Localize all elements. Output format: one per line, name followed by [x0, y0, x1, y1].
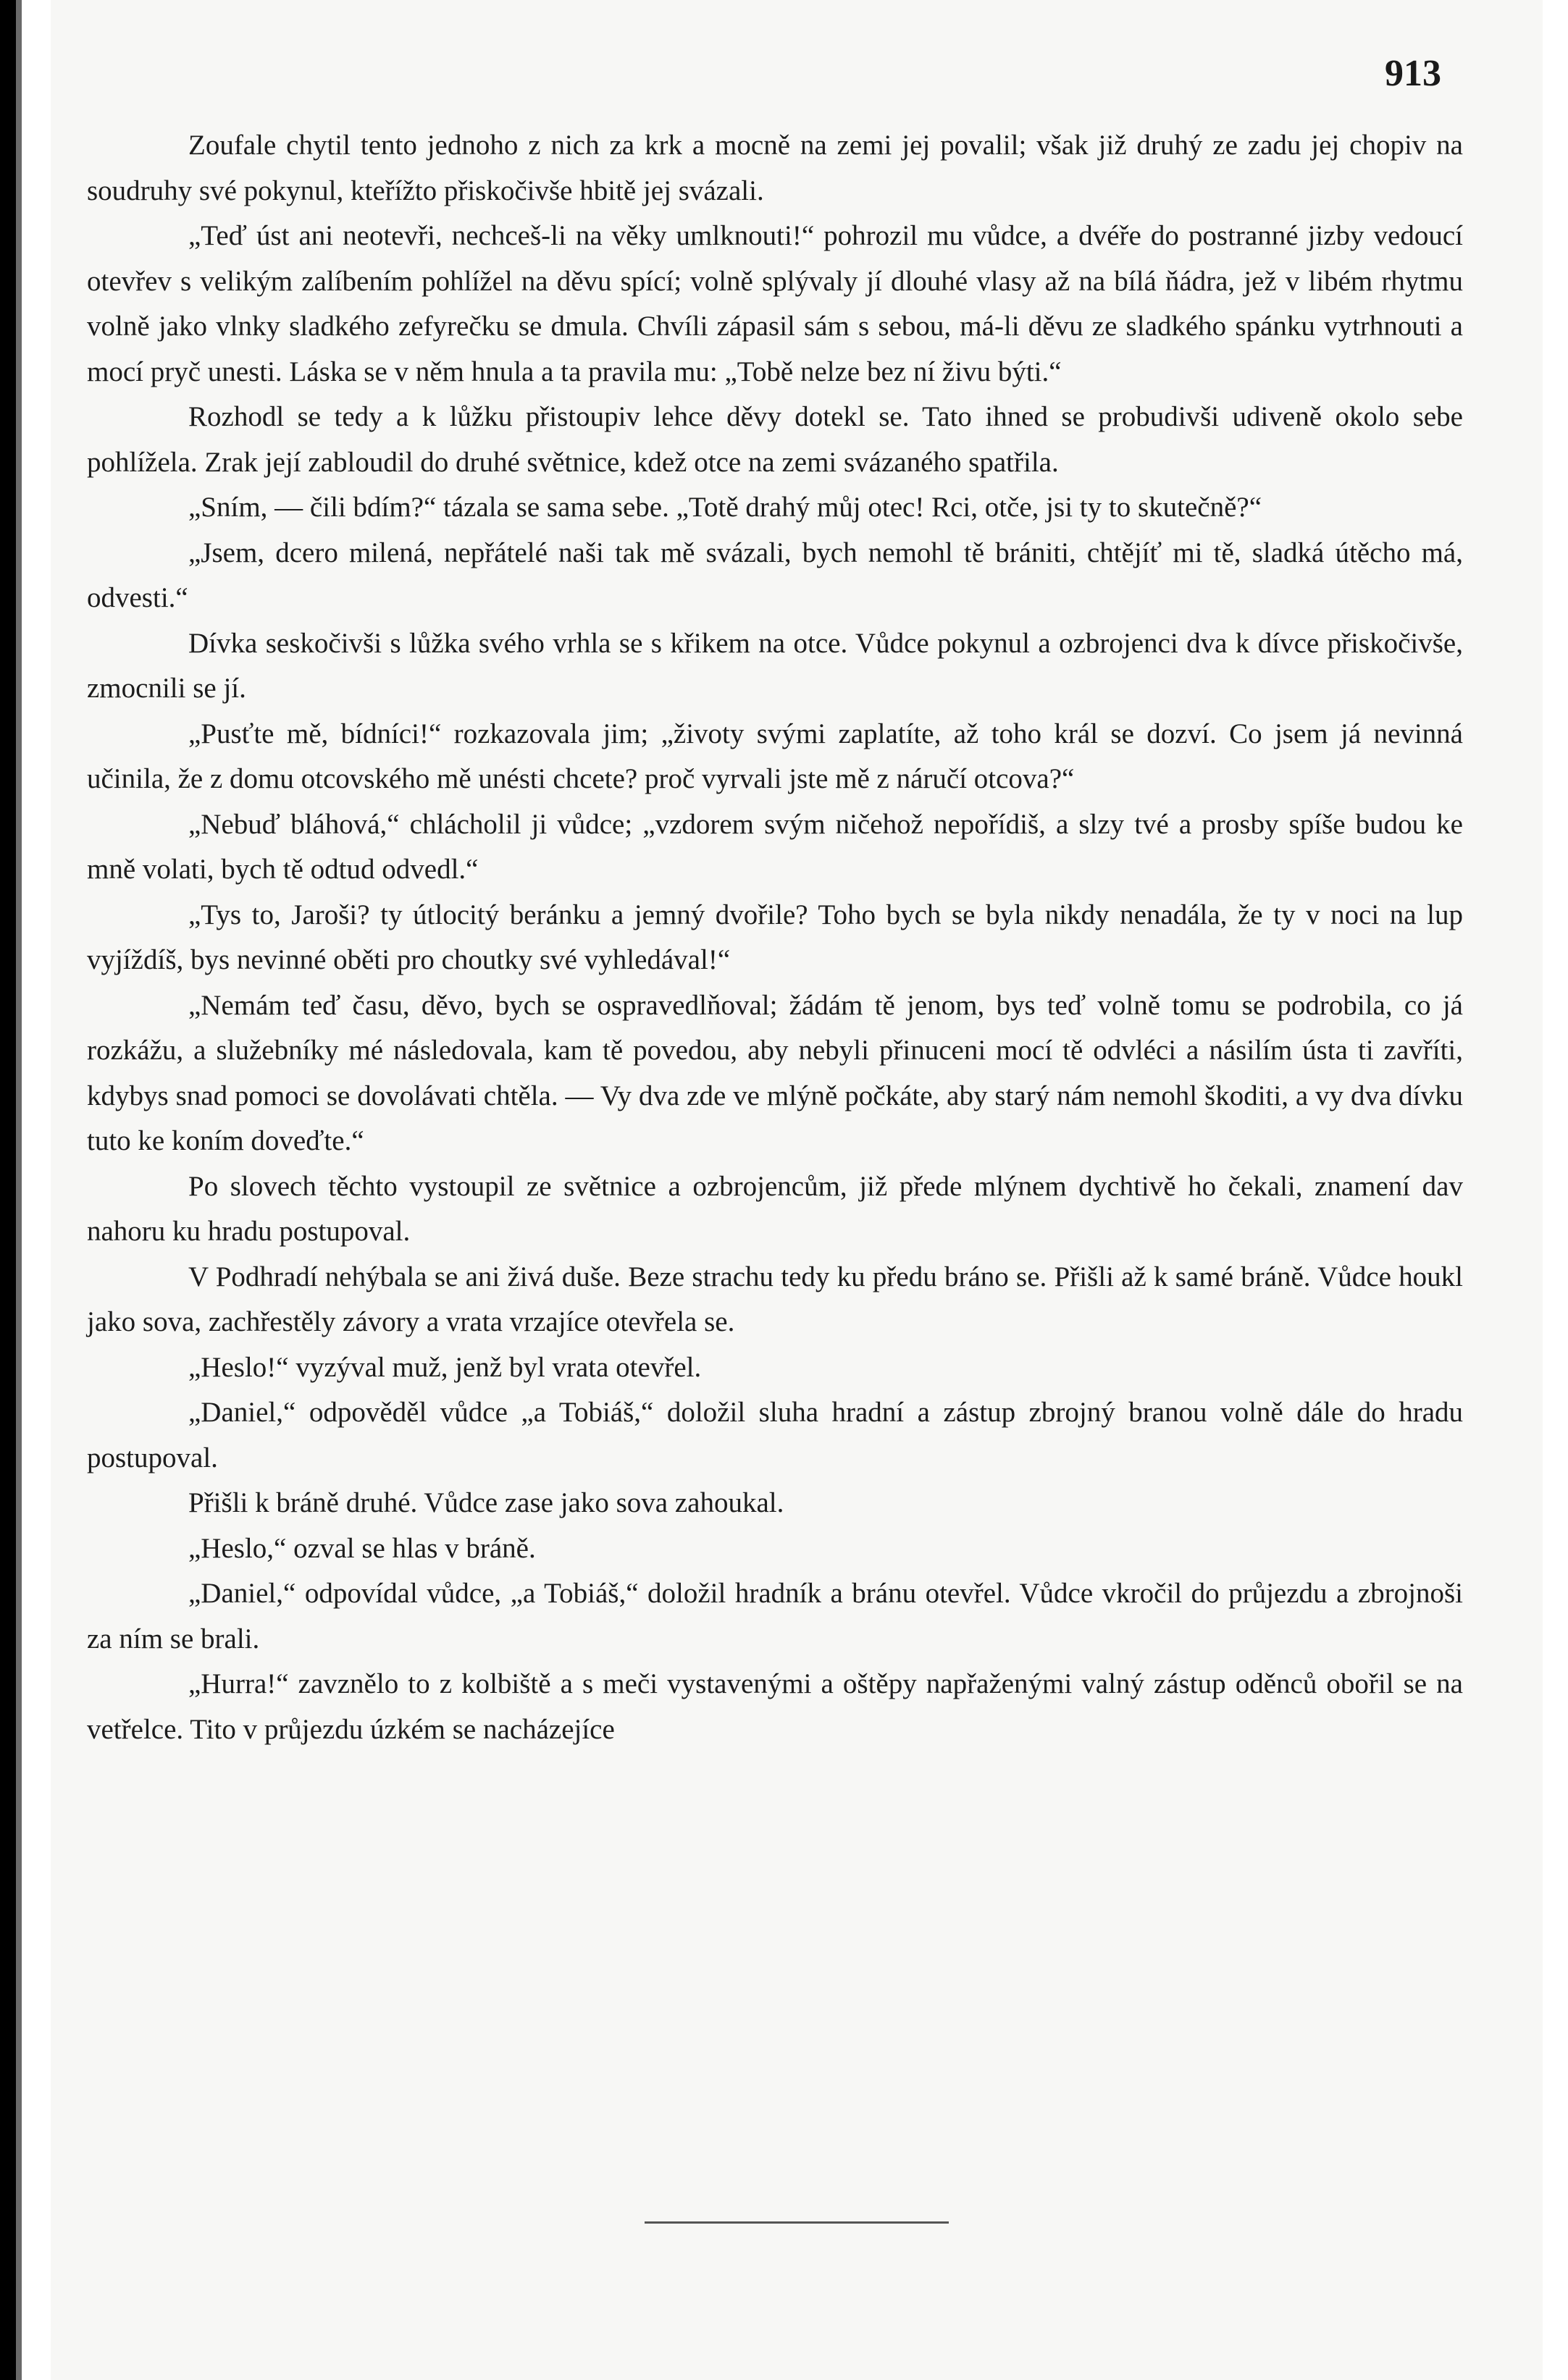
- paragraph: V Podhradí nehýbala se ani živá duše. Beze strachu tedy ku předu bráno se. Přišli až k samé bráně. Vůdce houkl jako sova, zachřestěly závory a vrata vrzajíce otevřela se.: [87, 1261, 1463, 1337]
- bottom-rule: [645, 2221, 949, 2224]
- paragraph: „Nebuď bláhová,“ chlácholil ji vůdce; „vzdorem svým ničehož nepořídiš, a slzy tvé a prosby spíše budou ke mně volati, bych tě odtud odvedl.“: [87, 808, 1463, 885]
- paragraph: „Tys to, Jaroši? ty útlocitý beránku a jemný dvořile? Toho bych se byla nikdy nenadála, že ty v noci na lup vyjíždíš, bys nevinné oběti pro choutky své vyhledával!“: [87, 899, 1463, 975]
- paragraph: „Jsem, dcero milená, nepřátelé naši tak mě svázali, bych nemohl tě brániti, chtějíť mi tě, sladká útěcho má, odvesti.“: [87, 537, 1463, 613]
- scan-border-left: [0, 0, 16, 2380]
- paragraph: „Teď úst ani neotevři, nechceš-li na věky umlknouti!“ pohrozil mu vůdce, a dvéře do postranné jizby vedoucí otevřev s velikým zalíbením pohlížel na děvu spící; volně splývaly jí dlouhé vlasy až na bílá ňádra, jež v libém rhytmu volně jako vlnky sladkého zefyrečku se dmula. Chvíli zápasil sám s sebou, má-li děvu ze sladkého spánku vytrhnouti a mocí pryč unesti. Láska se v něm hnula a ta pravila mu: „Tobě nelze bez ní živu býti.“: [87, 220, 1463, 387]
- paragraph: „Nemám teď času, děvo, bych se ospravedlňoval; žádám tě jenom, bys teď volně tomu se podrobila, co já rozkážu, a služebníky mé následovala, kam tě povedou, aby nebyli přinuceni mocí tě odvléci a násilím ústa ti zavříti, kdybys snad pomoci se dovolávati chtěla. — Vy dva zde ve mlýně počkáte, aby starý nám nemohl škoditi, a vy dva dívku tuto ke koním doveďte.“: [87, 989, 1463, 1156]
- paragraph: Zoufale chytil tento jednoho z nich za krk a mocně na zemi jej povalil; však již druhý ze zadu jej chopiv na soudruhy své pokynul, kteřížto přiskočivše hbitě jej svázali.: [87, 130, 1463, 206]
- paragraph: „Heslo!“ vyzýval muž, jenž byl vrata otevřel.: [188, 1351, 702, 1383]
- page-number: 913: [1385, 53, 1441, 94]
- paragraph: „Heslo,“ ozval se hlas v bráně.: [188, 1532, 536, 1564]
- book-page: [51, 0, 1543, 2380]
- paragraph: Přišli k bráně druhé. Vůdce zase jako sova zahoukal.: [188, 1487, 784, 1518]
- paragraph: „Pusťte mě, bídníci!“ rozkazovala jim; „životy svými zaplatíte, až toho král se dozví. Co jsem já nevinná učinila, že z domu otcovského mě unésti chcete? proč vyrvali jste mě z náručí otcova?“: [87, 718, 1463, 794]
- paragraph: „Daniel,“ odpovídal vůdce, „a Tobiáš,“ doložil hradník a bránu otevřel. Vůdce vkročil do průjezdu a zbrojnoši za ním se brali.: [87, 1578, 1463, 1654]
- paragraph: „Daniel,“ odpověděl vůdce „a Tobiáš,“ doložil sluha hradní a zástup zbrojný branou volně dále do hradu postupoval.: [87, 1397, 1463, 1473]
- paragraph: Rozhodl se tedy a k lůžku přistoupiv lehce děvy dotekl se. Tato ihned se probudivši udiveně okolo sebe pohlížela. Zrak její zabloudil do druhé světnice, kdež otce na zemi svázaného spatřila.: [87, 401, 1463, 478]
- scan-border-shadow: [16, 0, 22, 2380]
- paragraph: „Sním, — čili bdím?“ tázala se sama sebe. „Totě drahý můj otec! Rci, otče, jsi ty to skutečně?“: [188, 492, 1262, 523]
- paragraph: Po slovech těchto vystoupil ze světnice a ozbrojencům, již přede mlýnem dychtivě ho čekali, znamení dav nahoru ku hradu postupoval.: [87, 1170, 1463, 1247]
- paragraph: „Hurra!“ zavznělo to z kolbiště a s meči vystavenými a oštěpy napřaženými valný zástup oděnců obořil se na vetřelce. Tito v průjezdu úzkém se nacházejíce: [87, 1668, 1463, 1745]
- paragraph: Dívka seskočivši s lůžka svého vrhla se s křikem na otce. Vůdce pokynul a ozbrojenci dva k dívce přiskočivše, zmocnili se jí.: [87, 627, 1463, 704]
- text-column: [87, 123, 1463, 1752]
